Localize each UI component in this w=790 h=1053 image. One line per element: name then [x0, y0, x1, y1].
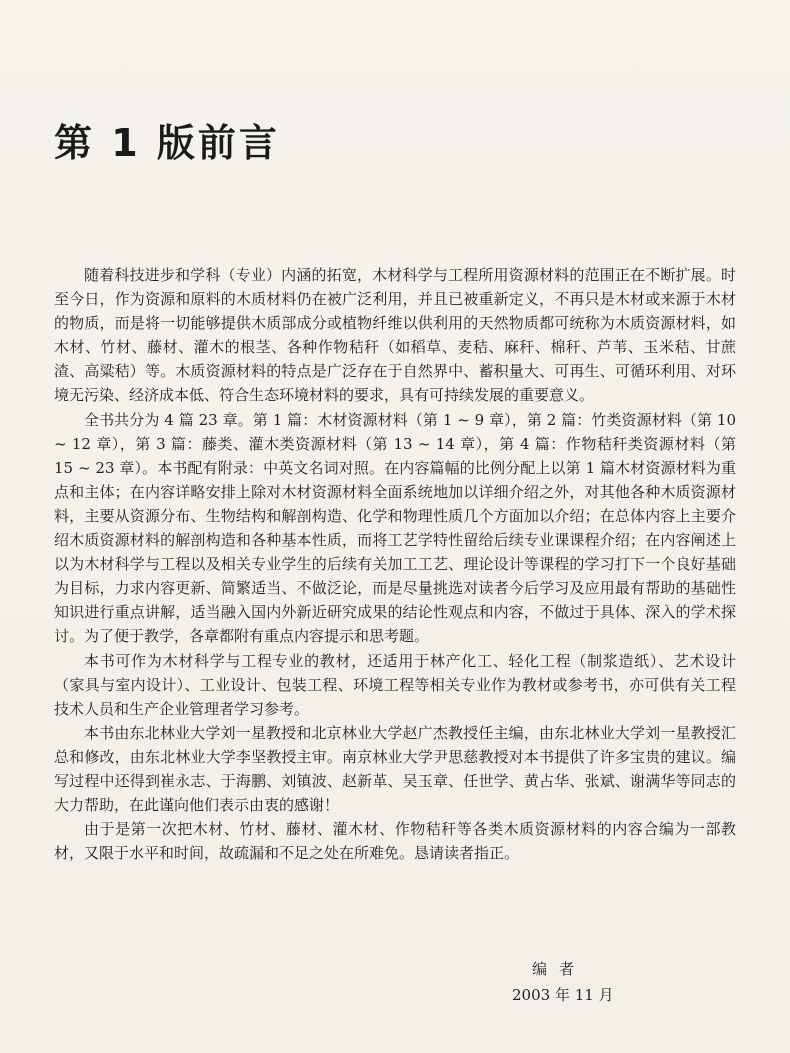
preface-paragraph: 本书由东北林业大学刘一星教授和北京林业大学赵广杰教授任主编，由东北林业大学刘一星教授汇总和修改，由东北林业大学李坚教授主审。南京林业大学尹思慈教授对本书提供了许多宝贵的建议。编写过程中还得到崔永志、于海鹏、刘镇波、赵新革、吴玉章、任世学、黄占华、张斌、谢满华等同志的大力帮助，在此谨向他们表示由衷的感谢！	[54, 723, 736, 815]
signature-date: 2003 年 11 月	[512, 986, 614, 1004]
page-title: 第 1 版前言	[54, 121, 280, 165]
signature-author: 编者	[532, 960, 587, 978]
signature-block	[0, 958, 790, 1018]
preface-paragraph: 全书共分为 4 篇 23 章。第 1 篇：木材资源材料（第 1 ~ 9 章），第 2 篇：竹类资源材料（第 10 ~ 12 章），第 3 篇：藤类、灌木类资源材料（第 13 ~ 14 章），第 4 篇：作物秸秆类资源材料（第 15 ~ 23 章）。本书配有附录：中英文名词对照。在内容篇幅的比例分配上以第 1 篇木材资源材料为重点和主体；在内容详略安排上除对木材资源材料全面系统地加以详细介绍之外，对其他各种木质资源材料，主要从资源分布、生物结构和解剖构造、化学和物理性质几个方面加以介绍；在总体内容上主要介绍木质资源材料的解剖构造和各种基本性质，而将工艺学特性留给后续专业课课程介绍；在内容阐述上以为木材科学与工程以及相关专业学生的后续有关加工工艺、理论设计等课程的学习打下一个良好基础为目标，力求内容更新、简繁适当、不做泛论，而是尽量挑选对读者今后学习及应用最有帮助的基础性知识进行重点讲解，适当融入国内外新近研究成果的结论性观点和内容，不做过于具体、深入的学术探讨。为了便于教学，各章都附有重点内容提示和思考题。	[54, 410, 736, 646]
preface-body	[54, 263, 736, 865]
preface-paragraph: 由于是第一次把木材、竹材、藤材、灌木材、作物秸秆等各类木质资源材料的内容合编为一部教材，又限于水平和时间，故疏漏和不足之处在所难免。恳请读者指正。	[54, 820, 736, 863]
preface-paragraph: 随着科技进步和学科（专业）内涵的拓宽，木材科学与工程所用资源材料的范围正在不断扩展。时至今日，作为资源和原料的木质材料仍在被广泛利用，并且已被重新定义，不再只是木材或来源于木材的物质，而是将一切能够提供木质部成分或植物纤维以供利用的天然物质都可统称为木质资源材料，如木材、竹材、藤材、灌木的根茎、各种作物秸秆（如稻草、麦秸、麻秆、棉秆、芦苇、玉米秸、甘蔗渣、高粱秸）等。木质资源材料的特点是广泛存在于自然界中、蓄积量大、可再生、可循环利用、对环境无污染、经济成本低、符合生态环境材料的要求，具有可持续发展的重要意义。	[54, 266, 736, 405]
preface-paragraph: 本书可作为木材科学与工程专业的教材，还适用于林产化工、轻化工程（制浆造纸）、艺术设计（家具与室内设计）、工业设计、包装工程、环境工程等相关专业作为教材或参考书，亦可供有关工程技术人员和生产企业管理者学习参考。	[54, 651, 736, 718]
